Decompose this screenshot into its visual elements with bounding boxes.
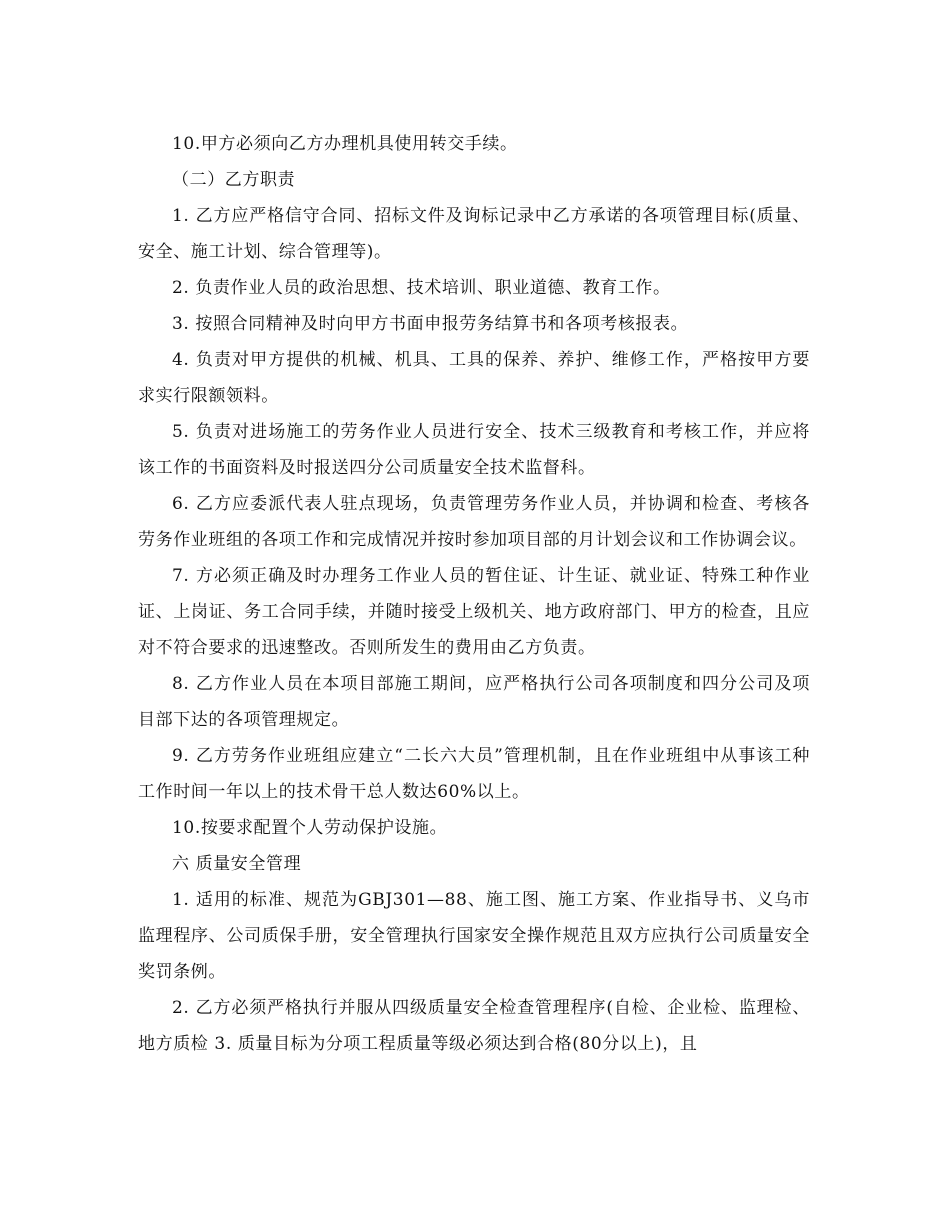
paragraph-duty-6: 6. 乙方应委派代表人驻点现场，负责管理劳务作业人员，并协调和检查、考核各劳务作业班组的各项工作和完成情况并按时参加项目部的月计划会议和工作协调会议。 [138,494,810,550]
paragraph-duty-9: 9. 乙方劳务作业班组应建立“二长六大员”管理机制，且在作业班组中从事该工种工作时间一年以上的技术骨干总人数达60%以上。 [138,746,810,802]
paragraph-duty-2: 2. 负责作业人员的政治思想、技术培训、职业道德、教育工作。 [172,278,671,298]
paragraph-duty-10: 10.按要求配置个人劳动保护设施。 [172,818,448,838]
paragraph-duty-5: 5. 负责对进场施工的劳务作业人员进行安全、技术三级教育和考核工作，并应将该工作的书面资料及时报送四分公司质量安全技术监督科。 [138,422,810,478]
paragraph-duty-3: 3. 按照合同精神及时向甲方书面申报劳务结算书和各项考核报表。 [172,314,689,334]
section-heading-quality-safety: 六 质量安全管理 [172,854,302,874]
paragraph-duty-8: 8. 乙方作业人员在本项目部施工期间，应严格执行公司各项制度和四分公司及项目部下达的各项管理规定。 [138,674,810,730]
paragraph-duty-1: 1. 乙方应严格信守合同、招标文件及询标记录中乙方承诺的各项管理目标(质量、安全、施工计划、综合管理等)。 [138,206,810,262]
document-body [138,126,810,1062]
section-heading-party-b-duties: （二）乙方职责 [172,170,296,190]
paragraph-duty-7: 7. 方必须正确及时办理务工作业人员的暂住证、计生证、就业证、特殊工种作业证、上岗证、务工合同手续，并随时接受上级机关、地方政府部门、甲方的检查，且应对不符合要求的迅速整改。否则所发生的费用由乙方负责。 [138,566,810,658]
paragraph-quality-1: 1. 适用的标准、规范为GBJ301—88、施工图、施工方案、作业指导书、义乌市监理程序、公司质保手册，安全管理执行国家安全操作规范且双方应执行公司质量安全奖罚条例。 [138,890,810,982]
paragraph-party-a-transfer: 10.甲方必须向乙方办理机具使用转交手续。 [172,134,518,154]
paragraph-duty-4: 4. 负责对甲方提供的机械、机具、工具的保养、养护、维修工作，严格按甲方要求实行限额领料。 [138,350,810,406]
paragraph-quality-2: 2. 乙方必须严格执行并服从四级质量安全检查管理程序(自检、企业检、监理检、地方质检 3. 质量目标为分项工程质量等级必须达到合格(80分以上)，且 [138,998,810,1054]
